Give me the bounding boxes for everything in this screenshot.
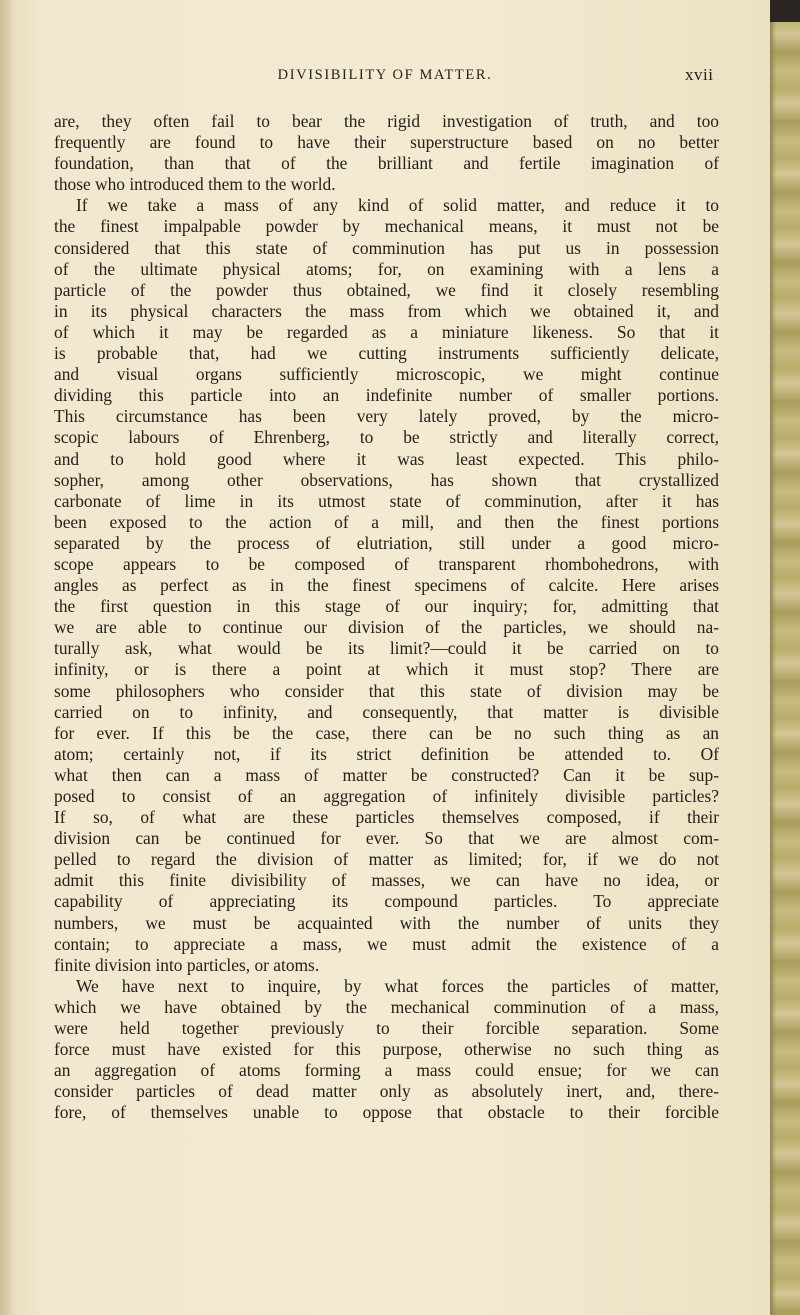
text-line: atom; certainly not, if its strict definition be attended to. Of <box>54 743 719 764</box>
text-line: sopher, among other observations, has shown that crystallized <box>54 469 719 490</box>
text-line: If so, of what are these particles themselves composed, if their <box>54 807 719 828</box>
text-line: admit this finite divisibility of masses, we can have no idea, or <box>54 870 719 891</box>
text-line: and visual organs sufficiently microscopic, we might continue <box>54 364 719 385</box>
text-line: what then can a mass of matter be constructed? Can it be sup- <box>54 764 719 785</box>
page-number: xvii <box>685 65 714 84</box>
gutter-shadow <box>0 0 14 1315</box>
text-line: particle of the powder thus obtained, we find it closely resembling <box>54 279 719 300</box>
text-line: is probable that, had we cutting instruments sufficiently delicate, <box>54 343 719 364</box>
text-line: capability of appreciating its compound particles. To appreciate <box>54 891 719 912</box>
text-line: and to hold good where it was least expected. This philo- <box>54 448 719 469</box>
text-line: If we take a mass of any kind of solid matter, and reduce it to <box>76 195 719 216</box>
text-line: consider particles of dead matter only as absolutely inert, and, there- <box>54 1081 719 1102</box>
text-line: those who introduced them to the world. <box>54 174 336 195</box>
text-line: carried on to infinity, and consequently, that matter is divisible <box>54 701 719 722</box>
adjacent-page-edge <box>770 0 800 1315</box>
text-line: the finest impalpable powder by mechanical means, it must not be <box>54 216 719 237</box>
text-line: some philosophers who consider that this state of division may be <box>54 680 719 701</box>
text-line: been exposed to the action of a mill, and then the finest portions <box>54 511 719 532</box>
text-line: frequently are found to have their superstructure based on no better <box>54 132 719 153</box>
text-line: are, they often fail to bear the rigid investigation of truth, and too <box>54 111 719 131</box>
text-line: foundation, than that of the brilliant and fertile imagination of <box>54 153 719 174</box>
text-line: angles as perfect as in the finest specimens of calcite. Here arises <box>54 575 719 596</box>
text-line: an aggregation of atoms forming a mass could ensue; for we can <box>54 1060 719 1081</box>
text-line: dividing this particle into an indefinite number of smaller portions. <box>54 385 719 406</box>
text-line: for ever. If this be the case, there can be no such thing as an <box>54 722 719 743</box>
text-line: division can be continued for ever. So that we are almost com- <box>54 828 719 849</box>
text-line: in its physical characters the mass from which we obtained it, and <box>54 300 719 321</box>
text-line: the first question in this stage of our inquiry; for, admitting that <box>54 596 719 617</box>
text-line: infinity, or is there a point at which it must stop? There are <box>54 659 719 680</box>
text-line: were held together previously to their forcible separation. Some <box>54 1018 719 1039</box>
text-line: This circumstance has been very lately proved, by the micro- <box>54 406 719 427</box>
text-line: numbers, we must be acquainted with the number of units they <box>54 912 719 933</box>
body-text <box>54 111 719 1124</box>
text-line: pelled to regard the division of matter as limited; for, if we do not <box>54 849 719 870</box>
text-line: carbonate of lime in its utmost state of comminution, after it has <box>54 490 719 511</box>
text-line: scope appears to be composed of transparent rhombohedrons, with <box>54 553 719 574</box>
text-line: fore, of themselves unable to oppose that obstacle to their forcible <box>54 1102 719 1123</box>
text-line: which we have obtained by the mechanical comminution of a mass, <box>54 996 719 1017</box>
running-head: DIVISIBILITY OF MATTER. <box>277 67 493 83</box>
text-line: turally ask, what would be its limit?—could it be carried on to <box>54 638 719 659</box>
text-line: of the ultimate physical atoms; for, on examining with a lens a <box>54 258 719 279</box>
page-header <box>0 64 770 88</box>
scan-corner-mark <box>770 0 800 22</box>
text-line: We have next to inquire, by what forces the particles of matter, <box>76 975 719 996</box>
text-line: considered that this state of comminution has put us in possession <box>54 237 719 258</box>
text-line: finite division into particles, or atoms. <box>54 954 320 975</box>
text-line: we are able to continue our division of the particles, we should na- <box>54 617 719 638</box>
text-line: scopic labours of Ehrenberg, to be strictly and literally correct, <box>54 427 719 448</box>
text-line: posed to consist of an aggregation of infinitely divisible particles? <box>54 786 719 806</box>
text-line: of which it may be regarded as a miniature likeness. So that it <box>54 321 719 342</box>
text-line: force must have existed for this purpose, otherwise no such thing as <box>54 1039 719 1060</box>
text-line: contain; to appreciate a mass, we must admit the existence of a <box>54 933 719 954</box>
text-line: separated by the process of elutriation, still under a good micro- <box>54 532 719 553</box>
